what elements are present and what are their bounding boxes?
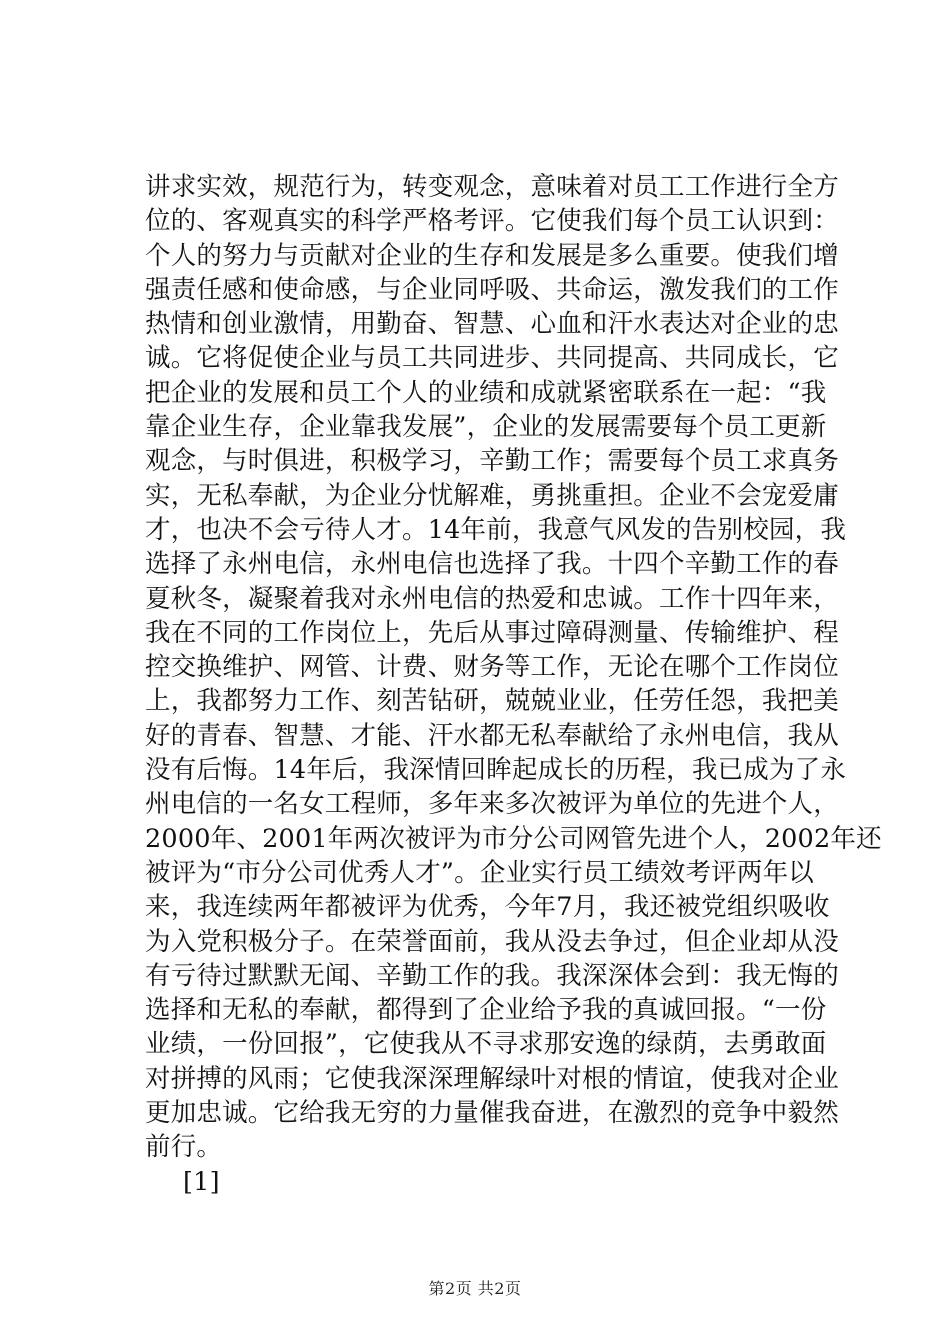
body-paragraph (145, 170, 882, 1199)
text-line: 个人的努力与贡献对企业的生存和发展是多么重要。使我们增 (145, 240, 839, 271)
text-line: 诚。它将促使企业与员工共同进步、共同提高、共同成长，它 (145, 343, 839, 374)
reference-marker: [1] (183, 1166, 220, 1197)
text-line: 我在不同的工作岗位上，先后从事过障碍测量、传输维护、程 (145, 617, 839, 648)
text-line: 业绩，一份回报”，它使我从不寻求那安逸的绿荫，去勇敢面 (145, 1029, 827, 1060)
text-line: 为入党积极分子。在荣誉面前，我从没去争过，但企业却从没 (145, 926, 839, 957)
text-line: 位的、客观真实的科学严格考评。它使我们每个员工认识到： (145, 206, 839, 237)
text-line: 夏秋冬，凝聚着我对永州电信的热爱和忠诚。工作十四年来， (145, 583, 839, 614)
text-line: 前行。 (145, 1132, 223, 1163)
text-line: 实，无私奉献，为企业分忧解难，勇挑重担。企业不会宠爱庸 (145, 480, 839, 511)
text-line: 观念，与时俱进，积极学习，辛勤工作；需要每个员工求真务 (145, 446, 839, 477)
text-line: 没有后悔。14年后，我深情回眸起成长的历程，我已成为了永 (145, 755, 847, 786)
text-line: 上，我都努力工作、刻苦钻研，兢兢业业，任劳任怨，我把美 (145, 686, 839, 717)
text-line: 把企业的发展和员工个人的业绩和成就紧密联系在一起：“我 (145, 377, 827, 408)
text-line: 热情和创业激情，用勤奋、智慧、心血和汗水表达对企业的忠 (145, 309, 839, 340)
text-line: 强责任感和使命感，与企业同呼吸、共命运，激发我们的工作 (145, 274, 839, 305)
text-line: 有亏待过默默无闻、辛勤工作的我。我深深体会到：我无悔的 (145, 960, 839, 991)
text-line: 被评为“市分公司优秀人才”。企业实行员工绩效考评两年以 (145, 857, 814, 888)
text-line: 更加忠诚。它给我无穷的力量催我奋进，在激烈的竞争中毅然 (145, 1098, 839, 1129)
text-line: 好的青春、智慧、才能、汗水都无私奉献给了永州电信，我从 (145, 720, 839, 751)
page-footer: 第2页 共2页 (428, 1279, 522, 1298)
text-line: 对拼搏的风雨；它使我深深理解绿叶对根的情谊，使我对企业 (145, 1063, 839, 1094)
text-line: 靠企业生存，企业靠我发展”，企业的发展需要每个员工更新 (145, 412, 827, 443)
text-line: 选择了永州电信，永州电信也选择了我。十四个辛勤工作的春 (145, 549, 839, 580)
text-line: 才，也决不会亏待人才。14年前，我意气风发的告别校园，我 (145, 514, 847, 545)
text-line: 选择和无私的奉献，都得到了企业给予我的真诚回报。“一份 (145, 995, 827, 1026)
text-line: 州电信的一名女工程师，多年来多次被评为单位的先进个人， (145, 789, 839, 820)
text-line: 讲求实效，规范行为，转变观念，意味着对员工工作进行全方 (145, 172, 839, 202)
text-line: 来，我连续两年都被评为优秀，今年7月，我还被党组织吸收 (145, 892, 830, 923)
text-line: 2000年、2001年两次被评为市分公司网管先进个人，2002年还 (145, 823, 882, 854)
text-line: 控交换维护、网管、计费、财务等工作，无论在哪个工作岗位 (145, 652, 839, 683)
